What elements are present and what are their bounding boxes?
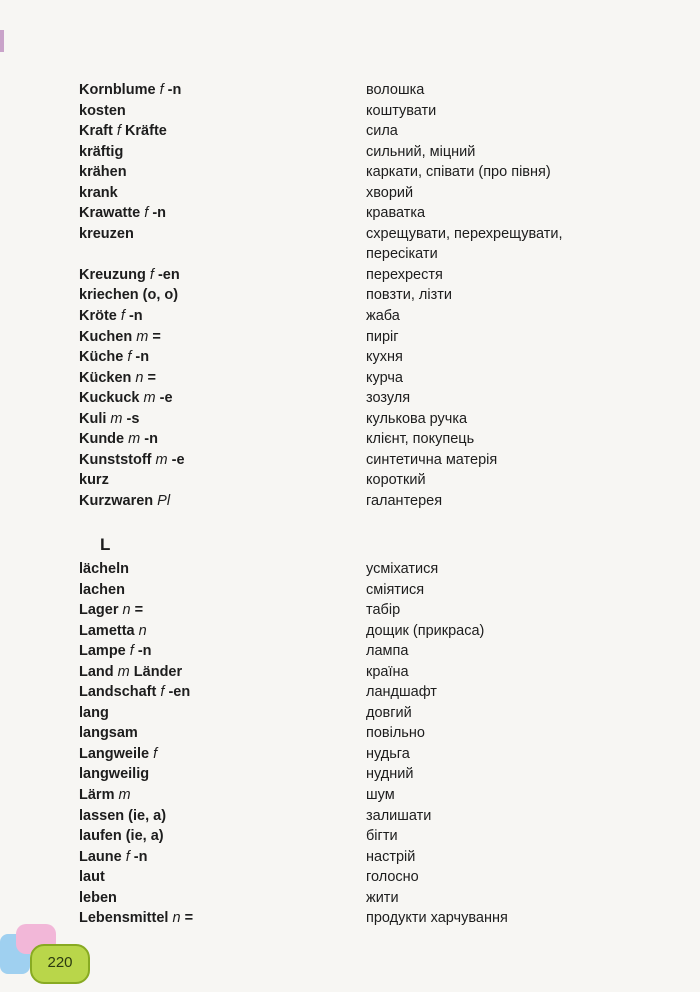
dictionary-entry: [79, 162, 679, 183]
grammar-marker: Pl: [157, 492, 171, 509]
german-headword: [79, 327, 161, 348]
plural-form: =: [134, 602, 144, 619]
ukrainian-translation: [366, 327, 399, 348]
headword-text: Kraft: [79, 123, 113, 140]
translation-line: нудний: [366, 766, 414, 783]
german-headword: [79, 888, 117, 909]
ukrainian-translation: [366, 641, 408, 662]
headword-text: Lärm: [79, 787, 115, 804]
section-heading-l: L: [100, 535, 111, 554]
dictionary-entry: [79, 559, 679, 580]
headword-text: Kröte: [79, 308, 117, 325]
grammar-marker: n: [135, 369, 144, 386]
german-headword: [79, 621, 147, 642]
ukrainian-translation: [366, 806, 431, 827]
ukrainian-translation: [366, 80, 424, 101]
dictionary-entry: [79, 888, 679, 909]
translation-line: голосно: [366, 869, 419, 886]
german-headword: [79, 265, 180, 286]
plural-form: -s: [126, 410, 140, 427]
headword-text: kurz: [79, 472, 109, 489]
dictionary-entry: [79, 491, 679, 512]
grammar-marker: f: [116, 123, 121, 140]
ukrainian-translation: [366, 162, 551, 183]
translation-line: країна: [366, 663, 409, 680]
german-headword: [79, 491, 170, 512]
ukrainian-translation: [366, 450, 497, 471]
german-headword: [79, 101, 126, 122]
grammar-marker: f: [120, 308, 125, 325]
headword-text: laut: [79, 869, 105, 886]
ukrainian-translation: [366, 224, 563, 265]
grammar-marker: f: [153, 745, 158, 762]
plural-form: -n: [167, 82, 182, 98]
translation-line: галантерея: [366, 492, 443, 509]
headword-text: krähen: [79, 164, 127, 181]
ukrainian-translation: [366, 847, 415, 868]
translation-line: короткий: [366, 472, 426, 489]
ukrainian-translation: [366, 203, 425, 224]
grammar-marker: f: [160, 684, 165, 701]
german-headword: [79, 347, 149, 368]
grammar-marker: m: [110, 410, 123, 427]
ukrainian-translation: [366, 662, 409, 683]
headword-text: Lager: [79, 602, 119, 619]
translation-line: продукти харчування: [366, 910, 508, 927]
ukrainian-translation: [366, 682, 437, 703]
german-headword: [79, 703, 109, 724]
grammar-marker: m: [136, 328, 149, 345]
ukrainian-translation: [366, 826, 398, 847]
ukrainian-translation: [366, 347, 403, 368]
translation-line: повзти, лізти: [366, 287, 452, 304]
ukrainian-translation: [366, 409, 467, 430]
translation-line: сила: [366, 123, 398, 140]
dictionary-entry: [79, 265, 679, 286]
translation-line: жаба: [366, 308, 400, 325]
headword-text: Kunde: [79, 431, 125, 448]
dictionary-entry: [79, 183, 679, 204]
dictionary-entry: [79, 450, 679, 471]
dictionary-entry: [79, 847, 679, 868]
dictionary-entry: [79, 806, 679, 827]
dictionary-entry: [79, 744, 679, 765]
translation-line: перехрестя: [366, 266, 443, 283]
dictionary-entry: [79, 388, 679, 409]
ukrainian-translation: [366, 580, 424, 601]
plural-form: -en: [157, 266, 180, 283]
dictionary-entry: [79, 600, 679, 621]
headword-text: kosten: [79, 102, 126, 119]
dictionary-entry: [79, 306, 679, 327]
translation-line: настрій: [366, 848, 416, 865]
translation-line: кулькова ручка: [366, 410, 468, 427]
ukrainian-translation: [366, 285, 452, 306]
ukrainian-translation: [366, 621, 484, 642]
ukrainian-translation: [366, 785, 395, 806]
translation-line: сміятися: [366, 581, 425, 598]
headword-text: lächeln: [79, 561, 129, 577]
ukrainian-translation: [366, 867, 419, 888]
german-headword: [79, 806, 166, 827]
headword-text: krank: [79, 184, 118, 201]
german-headword: [79, 764, 149, 785]
german-headword: [79, 744, 157, 765]
translation-line: коштувати: [366, 102, 437, 119]
translation-line: нудьга: [366, 745, 410, 762]
ukrainian-translation: [366, 908, 508, 929]
dictionary-entry: [79, 142, 679, 163]
headword-text: Land: [79, 663, 114, 680]
headword-text: Lebensmittel: [79, 910, 169, 927]
plural-form: -e: [159, 390, 173, 407]
german-headword: [79, 785, 131, 806]
ukrainian-translation: [366, 429, 474, 450]
page-edge-mark: [0, 30, 4, 52]
german-headword: [79, 306, 143, 327]
translation-line: табір: [366, 602, 401, 619]
ukrainian-translation: [366, 306, 400, 327]
dictionary-entry: [79, 101, 679, 122]
german-headword: [79, 409, 139, 430]
grammar-marker: m: [117, 663, 130, 680]
headword-text: Küche: [79, 349, 124, 366]
translation-line: пиріг: [366, 328, 399, 345]
dictionary-entry: [79, 470, 679, 491]
german-headword: [79, 203, 166, 224]
plural-form: -e: [171, 451, 185, 468]
dictionary-entry: [79, 908, 679, 929]
headword-text: Lampe: [79, 643, 126, 660]
plural-form: -n: [135, 349, 150, 366]
ukrainian-translation: [366, 764, 413, 785]
translation-line: краватка: [366, 205, 426, 222]
german-headword: [79, 429, 158, 450]
translation-line: схрещувати, перехрещувати,: [366, 225, 563, 242]
grammar-marker: f: [144, 205, 149, 222]
translation-line: залишати: [366, 807, 432, 824]
translation-line: волошка: [366, 82, 425, 98]
headword-text: Landschaft: [79, 684, 157, 701]
translation-line: ландшафт: [366, 684, 437, 701]
plural-form: Länder: [133, 663, 183, 680]
grammar-marker: m: [143, 390, 156, 407]
german-headword: [79, 847, 147, 868]
german-headword: [79, 162, 127, 183]
dictionary-entry: [79, 203, 679, 224]
plural-form: =: [152, 328, 161, 345]
ukrainian-translation: [366, 888, 399, 909]
headword-text: kriechen (o, o): [79, 287, 179, 304]
dictionary-entry: [79, 327, 679, 348]
headword-text: Kreuzung: [79, 266, 146, 283]
translation-line: повільно: [366, 725, 425, 742]
german-headword: [79, 368, 156, 389]
dictionary-entry: [79, 429, 679, 450]
dictionary-entry: [79, 409, 679, 430]
german-headword: [79, 470, 109, 491]
dictionary-entry: [79, 121, 679, 142]
grammar-marker: f: [129, 643, 134, 660]
ukrainian-translation: [366, 183, 413, 204]
dictionary-entry: [79, 80, 679, 101]
translation-line: дощик (прикраса): [366, 622, 485, 639]
translation-line: лампа: [366, 643, 409, 660]
ukrainian-translation: [366, 142, 475, 163]
german-headword: [79, 388, 173, 409]
headword-text: Kunststoff: [79, 451, 152, 468]
headword-text: Kurzwaren: [79, 492, 154, 509]
german-headword: [79, 183, 118, 204]
headword-text: Langweile: [79, 745, 150, 762]
grammar-marker: n: [172, 910, 181, 927]
headword-text: Kuchen: [79, 328, 133, 345]
dictionary-entry: [79, 703, 679, 724]
headword-text: Laune: [79, 848, 122, 865]
translation-line: жити: [366, 889, 399, 906]
translation-line: усміхатися: [366, 561, 439, 577]
translation-line: кухня: [366, 349, 403, 366]
headword-text: langweilig: [79, 766, 150, 783]
grammar-marker: m: [118, 787, 131, 804]
german-headword: [79, 867, 105, 888]
plural-form: -n: [128, 308, 143, 325]
dictionary-entry: [79, 580, 679, 601]
grammar-marker: m: [155, 451, 168, 468]
ukrainian-translation: [366, 600, 400, 621]
grammar-marker: n: [122, 602, 131, 619]
dictionary-entry: [79, 867, 679, 888]
dictionary-entry: [79, 764, 679, 785]
ukrainian-translation: [366, 723, 425, 744]
translation-line: довгий: [366, 704, 412, 721]
ukrainian-translation: [366, 470, 426, 491]
ukrainian-translation: [366, 703, 412, 724]
translation-line: синтетична матерія: [366, 451, 498, 468]
headword-text: laufen (ie, a): [79, 828, 164, 845]
dictionary-entry: [79, 368, 679, 389]
dictionary-entry: [79, 662, 679, 683]
translation-line: хворий: [366, 184, 414, 201]
dictionary-entry: [79, 682, 679, 703]
headword-text: Kuli: [79, 410, 107, 427]
headword-text: lassen (ie, a): [79, 807, 167, 824]
ukrainian-translation: [366, 491, 442, 512]
dictionary-entry: [79, 224, 679, 265]
german-headword: [79, 450, 185, 471]
plural-form: Kräfte: [124, 123, 167, 140]
dictionary-entry: [79, 347, 679, 368]
translation-line: курча: [366, 369, 403, 386]
grammar-marker: n: [138, 622, 147, 639]
headword-text: Kornblume: [79, 82, 156, 98]
ukrainian-translation: [366, 265, 443, 286]
page-number: 220: [47, 954, 73, 971]
headword-text: Kücken: [79, 369, 132, 386]
headword-text: kreuzen: [79, 225, 134, 242]
german-headword: [79, 682, 190, 703]
translation-line: пересікати: [366, 246, 438, 263]
german-headword: [79, 559, 129, 580]
translation-line: сильний, міцний: [366, 143, 476, 160]
dictionary-entries-l: [79, 559, 679, 929]
plural-form: =: [147, 369, 156, 386]
headword-text: lang: [79, 704, 109, 721]
dictionary-entry: [79, 621, 679, 642]
plural-form: =: [184, 910, 194, 927]
plural-form: -en: [168, 684, 191, 701]
translation-line: шум: [366, 787, 395, 804]
grammar-marker: f: [159, 82, 164, 98]
plural-form: -n: [144, 431, 158, 448]
headword-text: Kuckuck: [79, 390, 140, 407]
translation-line: каркати, співати (про півня): [366, 164, 551, 181]
grammar-marker: f: [125, 848, 130, 865]
german-headword: [79, 641, 152, 662]
grammar-marker: f: [127, 349, 132, 366]
headword-text: Lametta: [79, 622, 135, 639]
german-headword: [79, 224, 134, 245]
plural-form: -n: [133, 848, 148, 865]
ukrainian-translation: [366, 121, 398, 142]
german-headword: [79, 285, 178, 306]
german-headword: [79, 600, 143, 621]
german-headword: [79, 121, 167, 142]
ukrainian-translation: [366, 388, 410, 409]
grammar-marker: m: [128, 431, 141, 448]
plural-form: -n: [137, 643, 152, 660]
ukrainian-translation: [366, 744, 410, 765]
headword-text: Krawatte: [79, 205, 141, 222]
dictionary-entries-k: [79, 80, 679, 511]
grammar-marker: f: [149, 266, 154, 283]
german-headword: [79, 723, 138, 744]
translation-line: зозуля: [366, 390, 411, 407]
translation-line: бігти: [366, 828, 398, 845]
dictionary-entry: [79, 641, 679, 662]
german-headword: [79, 908, 193, 929]
headword-text: kräftig: [79, 143, 124, 160]
dictionary-entry: [79, 723, 679, 744]
translation-line: клієнт, покупець: [366, 431, 475, 448]
german-headword: [79, 662, 182, 683]
plural-form: -n: [152, 205, 167, 222]
ukrainian-translation: [366, 101, 436, 122]
ukrainian-translation: [366, 559, 438, 580]
german-headword: [79, 826, 164, 847]
ukrainian-translation: [366, 368, 403, 389]
dictionary-entry: [79, 285, 679, 306]
dictionary-entry: [79, 826, 679, 847]
headword-text: leben: [79, 889, 117, 906]
german-headword: [79, 142, 123, 163]
dictionary-entry: [79, 785, 679, 806]
german-headword: [79, 580, 125, 601]
headword-text: langsam: [79, 725, 138, 742]
german-headword: [79, 80, 181, 101]
headword-text: lachen: [79, 581, 125, 598]
